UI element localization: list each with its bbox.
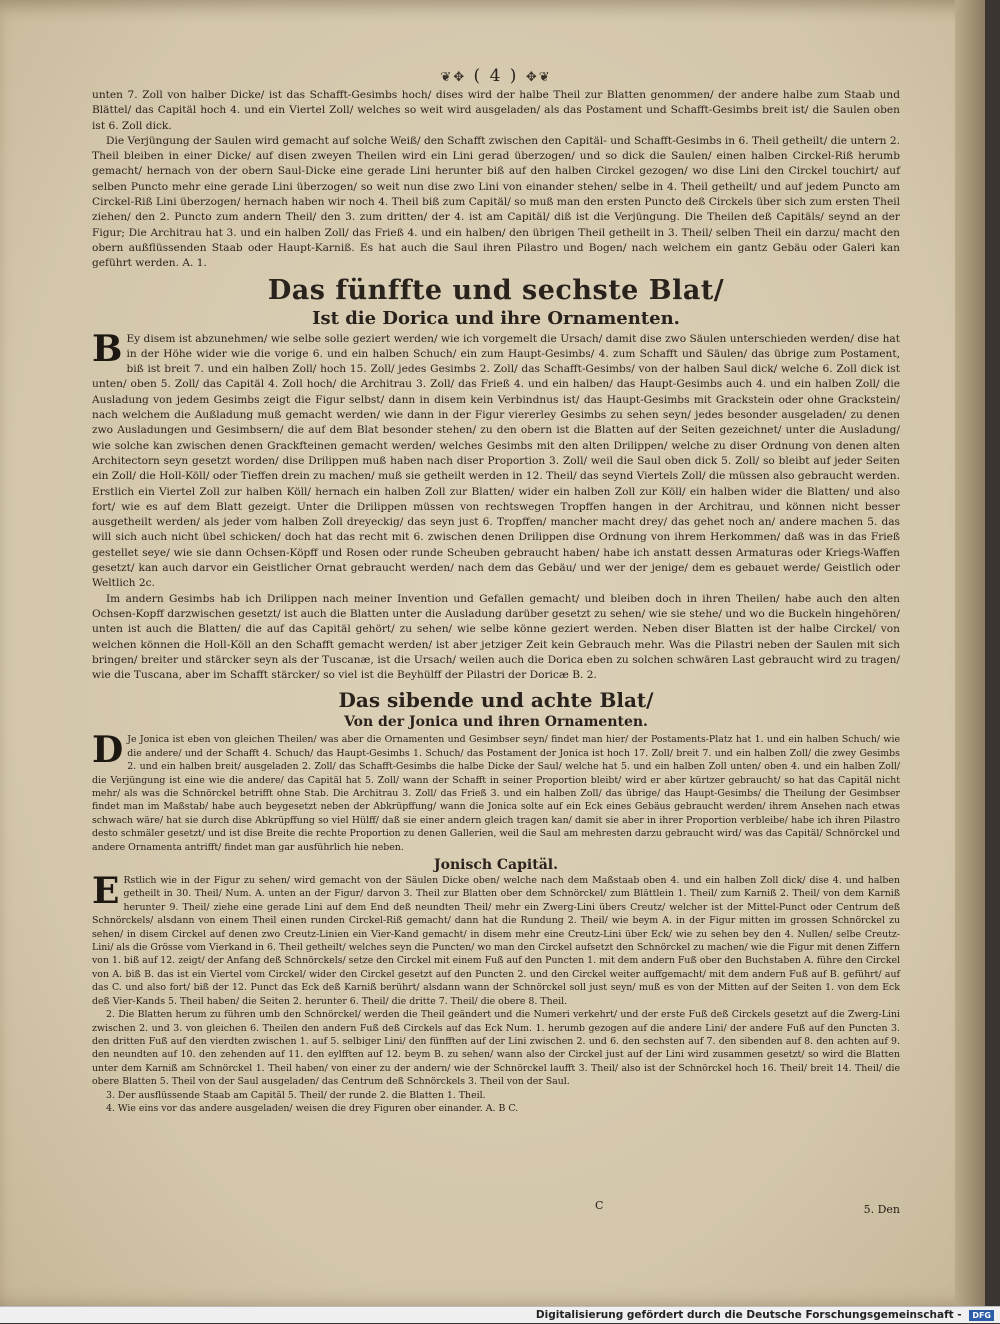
section-2-paragraph-1 — [92, 729, 900, 854]
capital-paragraph — [92, 870, 900, 1008]
dropcap: D — [92, 729, 124, 772]
page-edge — [955, 0, 985, 1306]
item-4: 4. Wie eins vor das andere ausgeladen/ weisen die drey Figuren ober einander. A. B C. — [106, 1102, 519, 1114]
section-2-subtitle: Von der Jonica und ihren Ornamenten. — [344, 714, 648, 731]
page-content — [92, 66, 900, 1306]
digitization-banner — [0, 1306, 1000, 1323]
paragraph-verjuengung: Die Verjüngung der Saulen wird gemacht auf solche Weiß/ den Schafft zwischen den Capitäl- und Schafft-Gesimbs in 6. Theil getheilt/ die untern 2. Theil bleiben in einer Dicke/ auf disen zweyen Theilen wird ein Lini gerad überzogen/ und so dick die Saulen/ einen halben Circkel-Riß herumb gemacht/ hernach von der obern Saul-Dicke eine gerade Lini herunter biß auf den halben Circkel gezogen/ wo dise Lini den Circkel touchirt/ auf selben Puncto mehr eine gerade Lini überzogen/ so weit nun dise zwo Lini von einander stehen/ selbe in 4. Theil getheilt/ und auf jedem Puncto am Circkel-Riß Lini überzogen/ hernach haben wir noch 4. Theil biß zum Capitäl/ so muß man den ersten Puncto deß Circkels über sich zum ersten Theil ziehen/ den 2. Puncto zum andern Theil/ den 3. zum dritten/ der 4. ist am Capitäl/ diß ist die Verjüngung. Die Theilen deß Capitäls/ seynd an der Figur; Die Architrau hat 3. und ein halben Zoll/ das Frieß 4. und ein halben/ den übrigen Theil getheilt in 3. Theil/ selben Theil ein darzu/ macht den obern außflüssenden Staab oder Haupt-Karniß. Es hat auch die Saul ihren Pilastro und Bogen/ nach welchem ein gantz Gebäu oder Galeri kan geführt werden. A. 1. — [92, 134, 900, 270]
signature-mark: C — [595, 1199, 604, 1212]
section-1-paragraph-1-text: Ey disem ist abzunehmen/ wie selbe solle geziert werden/ wie ich vorgemelt die Ursach/ damit dise zwo Säulen unterschieden werden/ dise hat in der Höhe wider wie die vorige 6. und ein halben Schuch/ ein zum Haupt-Gesimbs/ 4. zum Schafft und Säulen/ das übrige zum Postament, biß ist breit 7. und ein halben Zoll/ hoch 15. Zoll/ jedes Gesimbs 2. Zoll/ das Schafft-Gesimbs/ von der halben Saul dick/ welche 6. Zoll dick ist unten/ oben 5. Zoll/ das Capitäl 4. Zoll hoch/ die Architrau 3. Zoll/ das Frieß 4. und ein halben/ das Haupt-Gesimbs auch 4. und ein halben Zoll/ die Ausladung von jedem Gesimbs zeigt die Figur selbst/ dann in disem kein Verbindnus ist/ das Haupt-Gesimbs mit Grackstein oder ohne Grackstein/ nach welchem die Außladung muß gemacht werden/ wie dann in der Figur viererley Gesimbs zu sehen seyn/ jedes besonder ausgeladen/ zu denen zwo Ausladungen und Gesimbsern/ die auf dem Blat besonder stehen/ zu den obern ist die Blatten auf der Seiten gezeichnet/ unter die Ausladung/ wie solche kan zwischen denen Grackfteinen gemacht werden/ welches Gesimbs mit den alten Drilippen/ welche zu diser Ordnung von denen alten Architectorn seyn gesetzt worden/ dise Drilippen muß haben nach diser Proportion 3. Zoll/ weil die Saul oben dick 5. Zoll/ so bleibt auf jeder Seiten ein Zoll/ die Holl-Köll/ oder Tieffen drein zu machen/ muß sie getheilt werden in 12. Theil/ das seynd Viertels Zoll/ die müssen also gebraucht werden. Erstlich ein Viertel Zoll zur halben Köll/ hernach ein halben Zoll zur Blatten/ wider ein halben Zoll zur Köll/ ein halben wider die Blatten/ und also fort/ wie es auf dem Blatt gezeigt. Unter die Drilippen müssen von rechtswegen Tropffen hangen in der Architrau, und können nicht besser ausgetheilt werden/ als jeder vom halben Zoll dreyeckig/ das seyn just 6. Tropffen/ mancher macht drey/ das gehet noch an/ andere machen 5. das will sich auch nicht übel schicken/ doch hat das recht mit 6. zwischen denen Drilippen dise Ordnung von ihrem Herkommen/ daß was in das Frieß gestellet seye/ wie sie dann Ochsen-Köpff und Rosen oder runde Scheuben gebraucht haben/ habe ich anstatt dessen Armaturas oder Kriegs-Waffen gesetzt/ kan auch darvor ein Geistlicher Ornat gebraucht werden/ nach dem das Gebäu/ und wer der jenige/ dem es gebauet werde/ Geistlich oder Weltlich 2c. — [92, 332, 900, 590]
page-number-text: ( 4 ) — [473, 66, 519, 86]
ornament-left-icon: ❦✥ — [440, 70, 467, 85]
section-2-paragraph-1-text: Je Jonica ist eben von gleichen Theilen/ was aber die Ornamenten und Gesimbser seyn/ findet man hier/ der Postaments-Platz hat 1. und ein halben Schuch/ wie die andere/ und der Schafft 4. Schuch/ das Haupt-Gesimbs 1. Schuch/ das Postament der Jonica ist hoch 17. Zoll/ breit 7. und ein halben Zoll/ die zwey Gesimbs 2. und ein halben breit/ ausgeladen 2. Zoll/ das Schafft-Gesimbs die halbe Dicke der Saul/ welche hat 5. und ein halben Zoll unten/ oben 4. und ein halben Zoll/ die Verjüngung ist eine wie die andere/ das Capitäl hat 5. Zoll/ wann der Schafft in seiner Proportion bleibt/ wird er aber kürtzer gebraucht/ so hat das Capitäl nicht mehr/ als was die Schnörckel betrifft ohne Stab. Die Architrau 3. Zoll/ das Frieß 3. und ein halben Zoll/ das übrige/ das Haupt-Gesimbs/ die Theilung der Gesimbser findet man im Maßstab/ habe auch beygesetzt neben der Abkrüpffung/ wann die Jonica solte auf ein Eck eines Gebäus gebraucht werden/ ihrem Ansehen nach etwas schwach wäre/ hat sie durch dise Abkrüpffung so viel Hülff/ daß sie einer andern gleich tragen kan/ damit sie aber in ihrer Proportion verbleibe/ habe ich ihren Pilastro desto schmäler gesetzt/ und ist dise Breite die rechte Proportion zu denen Gallerien, weil die Saul am mehresten darzu gebraucht wird/ was das Capitäl/ Schnörckel und andere Ornamenta antrifft/ findet man gar ausführlich hie neben. — [92, 734, 900, 853]
capital-paragraph-text: Rstlich wie in der Figur zu sehen/ wird gemacht von der Säulen Dicke oben/ welche nach dem Maßstaab oben 4. und ein halben Zoll dick/ dise 4. und halben getheilt in 30. Theil/ Num. A. unten an der Figur/ darvon 3. Theil zur Blatten ober dem Schnörckel/ zum Blättlein 1. Theil/ zum Karniß 2. Theil/ von dem Karniß herunter 9. Theil/ ziehe eine gerade Lini auf dem End deß neundten Theil/ mehr ein Zwerg-Lini übers Creutz/ welcher ist der Mittel-Punct oder Centrum deß Schnörckels/ alsdann von einem Theil einen runden Circkel-Riß gemacht/ dann hat die Rundung 2. Theil/ wie beym A. in der Figur mitten im grossen Schnörckel zu sehen/ in disem Circkel auf denen zwo Creutz-Linien ein Vier-Kand gemacht/ in disem mehr eine Creutz-Lini über Eck/ wie zu sehen bey den 4. Nullen/ selbe Creutz-Lini/ als die Grösse vom Vierkand in 6. Theil getheilt/ welches seyn die Puncten/ wo man den Circkel aufsetzt den Schnörckel zu machen/ wie die Figur mit denen Ziffern von 1. biß auf 12. zeigt/ der Anfang deß Schnörckels/ setze den Circkel mit einem Fuß auf den Puncten 1. mit dem andern Fuß ober den Buchstaben A. führe den Circkel von A. biß B. das ist ein Viertel vom Circkel/ wider den Circkel gesetzt auf den Puncten 2. und den Circkel weiter auffgemacht/ mit dem andern Fuß auf B. geführt/ auf das C. und also fort/ biß der 12. Punct das Eck deß Karniß berührt/ alsdann wann der Schnörckel soll just seyn/ muß es von der Mitten auf der Seiten 1. von dem Eck deß Vier-Kands 5. Theil haben/ die Seiten 2. herunter 6. Theil/ die dritte 7. Theil/ die obere 8. Theil. — [92, 875, 900, 1007]
dfg-logo: DFG — [969, 1310, 994, 1321]
ornament-right-icon: ✥❦ — [525, 70, 552, 85]
intro-paragraph: unten 7. Zoll von halber Dicke/ ist das Schafft-Gesimbs hoch/ dises wird der halbe Theil zur Blatten genommen/ der andere halbe zum Staab und Blättel/ das Capitäl hoch 4. und ein Viertel Zoll/ welches so weit wird ausgeladen/ als das Postament und Schafft-Gesimbs breit ist/ die Saulen oben ist 6. Zoll dick. — [92, 89, 900, 132]
dropcap: B — [92, 327, 123, 370]
item-2: 2. Die Blatten herum zu führen umb den Schnörckel/ werden die Theil geändert und die Numeri verkehrt/ und der erste Fuß deß Circkels gesetzt auf die Zwerg-Lini zwischen 2. und 3. von gleichen 6. Theilen den andern Fuß deß Circkels auf das Eck Num. 1. herumb gezogen auf die andere Lini/ der andere Fuß auf den Puncten 3. den dritten Fuß auf den vierdten zwischen 1. auf 5. selbiger Lini/ den fünfften auf der Lini zwischen 2. und 6. den sechsten auf 7. den sibenden auf 8. den achten auf 9. den neundten auf 10. den zehenden auf 11. den eylfften auf 12. beym B. zu sehen/ wann also der Circkel just auf der Lini wird zusammen gesetzt/ so wird die Blatten unter dem Karniß am Schnörckel 1. Theil haben/ von einer zu der andern/ wie der Schnörckel laufft 3. Theil/ also ist der Schnörckel hoch 16. Theil/ breit 14. Theil/ die obere Blatten 5. Theil von der Saul ausgeladen/ das Centrum deß Schnörckels 3. Theil von der Saul. — [92, 1009, 900, 1088]
section-1-paragraph-2: Im andern Gesimbs hab ich Drilippen nach meiner Invention und Gefallen gemacht/ und bleiben doch in ihren Theilen/ habe auch den alten Ochsen-Kopff darzwischen gesetzt/ ist auch die Blatten unter die Ausladung darüber gesetzt zu sehen/ wie sie stehe/ und wo die Buckeln hingehören/ unten ist auch die Blatten/ die auf das Capitäl gehört/ zu sehen/ wie selbe könne geziert werden. Neben diser Blatten ist der halbe Circkel/ von welchen können die Holl-Köll an den Schafft gemacht werden/ ist aber jetziger Zeit kein Gebrauch mehr. Was die Pilastri neben der Saulen mit sich bringen/ breiter und stärcker seyn als der Tuscanæ, ist die Ursach/ weilen auch die Dorica eben zu solchen schwären Last gebraucht wird zu tragen/ wie die Tuscana, aber im Schafft stärcker/ so viel ist die Beyhülff der Pilastri der Doricæ B. 2. — [92, 592, 900, 682]
dropcap: E — [92, 870, 120, 913]
section-1-subtitle: Ist die Dorica und ihre Ornamenten. — [312, 307, 680, 329]
item-3: 3. Der ausflüssende Staab am Capitäl 5. Theil/ der runde 2. die Blatten 1. Theil. — [106, 1089, 486, 1101]
catchword: 5. Den — [863, 1203, 900, 1216]
section-2-title: Das sibende und achte Blat/ — [338, 688, 654, 713]
section-1-paragraph-1 — [92, 327, 900, 592]
banner-text: Digitalisierung gefördert durch die Deutsche Forschungsgemeinschaft - — [535, 1309, 962, 1321]
page-footer — [92, 1199, 900, 1215]
section-1-title: Das fünffte und sechste Blat/ — [267, 274, 725, 306]
capital-title: Jonisch Capitäl. — [434, 857, 558, 874]
page-number — [92, 66, 900, 86]
